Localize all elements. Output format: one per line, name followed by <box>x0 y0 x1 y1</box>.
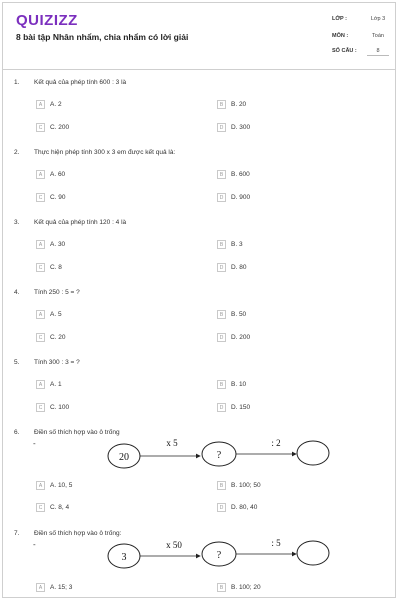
middle-value: ? <box>216 550 222 561</box>
option-checkbox[interactable]: A <box>36 481 45 490</box>
question-text: Kết quả của phép tính 600 : 3 là <box>34 79 127 86</box>
option-checkbox[interactable]: B <box>217 481 226 490</box>
question-number: 3. <box>14 219 20 226</box>
option-checkbox[interactable]: D <box>217 193 226 202</box>
option-checkbox[interactable]: A <box>36 583 45 592</box>
dash-mark: - <box>33 439 36 448</box>
flow-diagram <box>0 435 400 477</box>
option-checkbox[interactable]: D <box>217 123 226 132</box>
question-number: 2. <box>14 149 20 156</box>
option-checkbox[interactable]: A <box>36 240 45 249</box>
question-text: Tính 250 : 5 = ? <box>34 289 80 296</box>
question-text: Thực hiện phép tính 300 x 3 em được kết quả là: <box>34 149 176 156</box>
option-checkbox[interactable]: A <box>36 310 45 319</box>
question-count-label: SỐ CÂU : <box>332 48 357 54</box>
option-checkbox[interactable]: C <box>36 263 45 272</box>
worksheet-header <box>2 2 396 70</box>
option-checkbox[interactable]: B <box>217 100 226 109</box>
question-text: Tính 300 : 3 = ? <box>34 359 80 366</box>
quizizz-logo: QUIZIZZ <box>16 12 78 29</box>
option-checkbox[interactable]: A <box>36 100 45 109</box>
option-checkbox[interactable]: B <box>217 583 226 592</box>
end-oval <box>297 541 329 565</box>
option-checkbox[interactable]: D <box>217 503 226 512</box>
question-text: Điền số thích hợp vào ô trống: <box>34 530 122 537</box>
question-number: 1. <box>14 79 20 86</box>
option-checkbox[interactable]: D <box>217 403 226 412</box>
question-number: 6. <box>14 429 20 436</box>
option-checkbox[interactable]: C <box>36 123 45 132</box>
option-checkbox[interactable]: C <box>36 403 45 412</box>
option-checkbox[interactable]: D <box>217 263 226 272</box>
option-checkbox[interactable]: D <box>217 333 226 342</box>
subject-label: MÔN : <box>332 33 349 39</box>
question-text: Kết quả của phép tính 120 : 4 là <box>34 219 127 226</box>
subject-value: Toán <box>372 33 384 39</box>
option-checkbox[interactable]: A <box>36 380 45 389</box>
option-checkbox[interactable]: C <box>36 333 45 342</box>
class-value: Lớp 3 <box>370 16 386 22</box>
operation-2: : 2 <box>271 438 281 448</box>
worksheet-title: 8 bài tập Nhân nhẩm, chia nhẩm có lời giải <box>16 32 189 42</box>
question-number: 7. <box>14 530 20 537</box>
question-text: Điền số thích hợp vào ô trống <box>34 429 120 436</box>
option-checkbox[interactable]: C <box>36 193 45 202</box>
flow-diagram <box>0 536 400 576</box>
option-checkbox[interactable]: B <box>217 380 226 389</box>
start-value: 3 <box>121 552 127 563</box>
start-value: 20 <box>119 452 129 463</box>
question-number: 4. <box>14 289 20 296</box>
dash-mark: - <box>33 540 36 549</box>
question-count-value: 8 <box>367 48 389 56</box>
end-oval <box>297 441 329 465</box>
operation-1: x 5 <box>166 438 178 448</box>
middle-value: ? <box>216 450 222 461</box>
option-checkbox[interactable]: B <box>217 240 226 249</box>
operation-2: : 5 <box>271 538 281 548</box>
question-number: 5. <box>14 359 20 366</box>
option-checkbox[interactable]: A <box>36 170 45 179</box>
option-checkbox[interactable]: B <box>217 310 226 319</box>
class-label: LỚP : <box>332 16 347 22</box>
option-checkbox[interactable]: B <box>217 170 226 179</box>
operation-1: x 50 <box>166 540 182 550</box>
option-checkbox[interactable]: C <box>36 503 45 512</box>
